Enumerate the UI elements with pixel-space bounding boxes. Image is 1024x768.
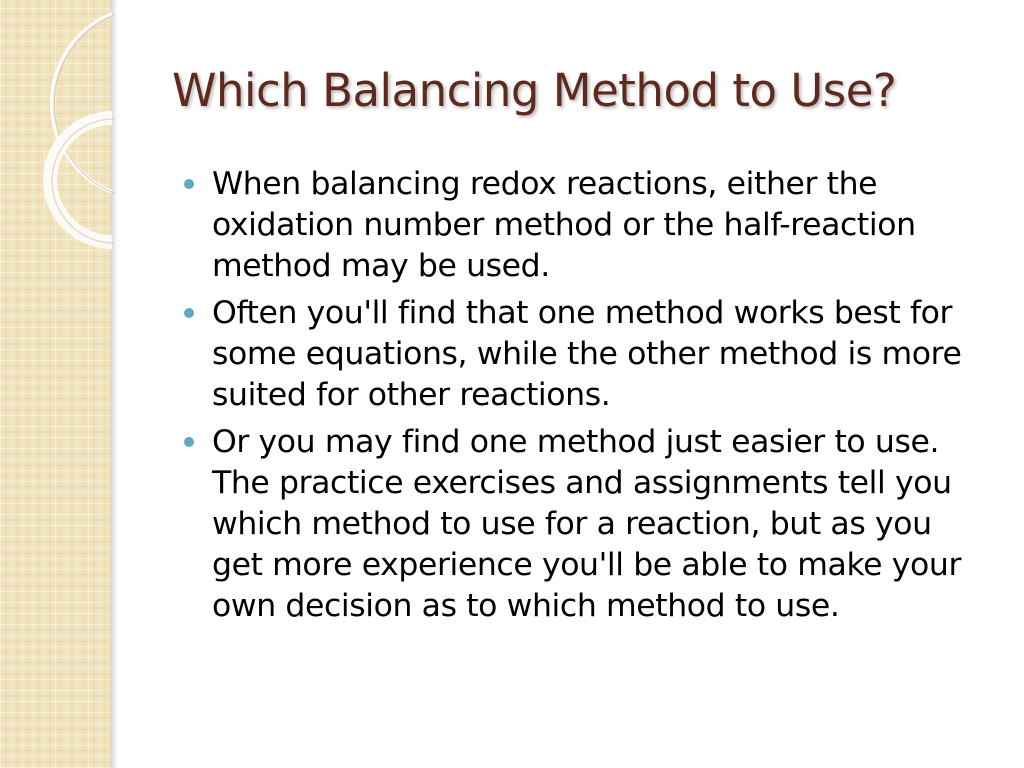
bullet-text: When balancing redox reactions, either the oxidation number method or the half-reaction method may be used. <box>212 166 916 284</box>
decorative-rings-icon <box>0 0 140 260</box>
bullet-text: Often you'll find that one method works best for some equations, while the other method is more suited for other reactions. <box>212 295 962 413</box>
bullet-item <box>184 164 984 287</box>
bullet-item <box>184 293 984 416</box>
bullet-item <box>184 422 984 627</box>
slide-title: Which Balancing Method to Use? <box>172 64 897 117</box>
bullet-dot-icon <box>184 308 194 318</box>
bullet-text: Or you may find one method just easier to use. The practice exercises and assignments tell you which method to use for a reaction, but as you get more experience you'll be able to make your own decision as to which method to use. <box>212 424 961 624</box>
bullet-dot-icon <box>184 179 194 189</box>
bullet-list <box>184 164 984 633</box>
bullet-dot-icon <box>184 437 194 447</box>
